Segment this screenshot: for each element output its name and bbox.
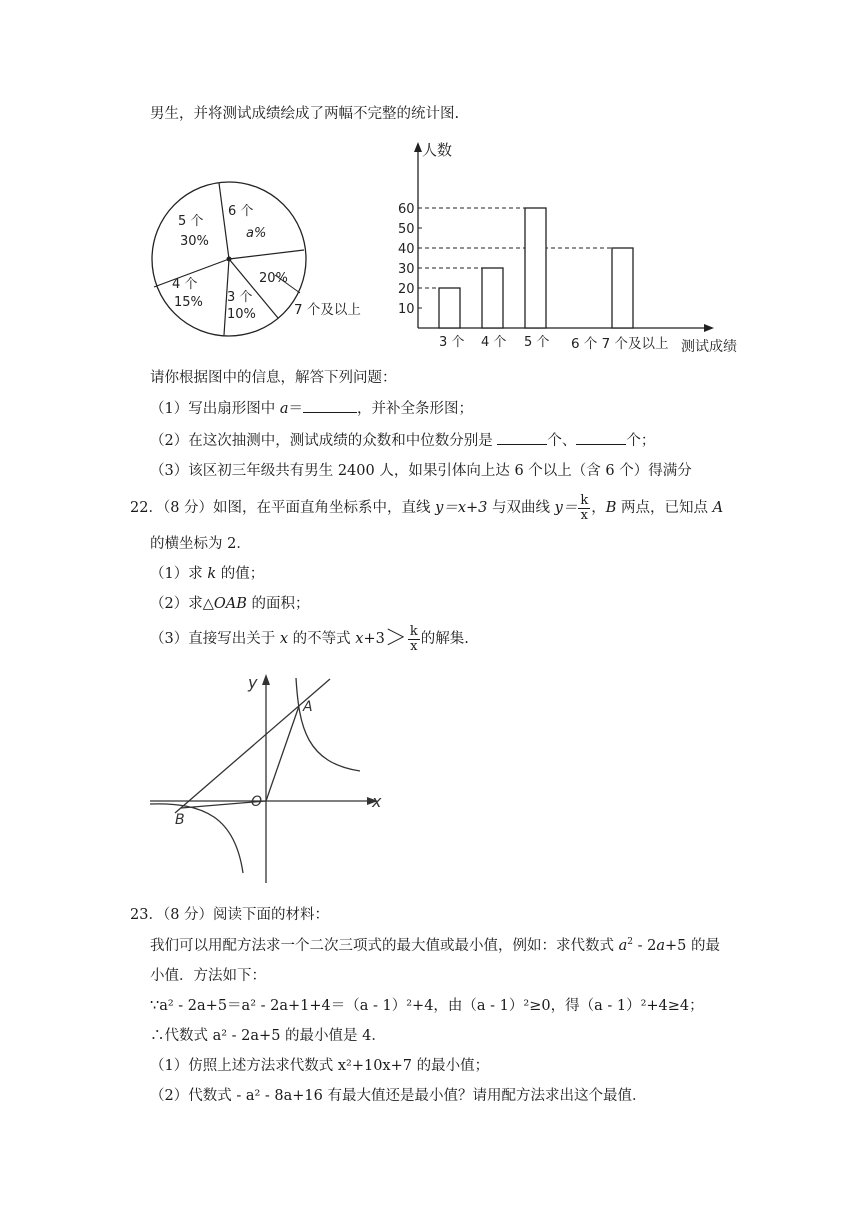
bar [482, 268, 503, 328]
x-axis-label: x [372, 792, 382, 811]
q22-part3: （3）直接写出关于 x 的不等式 x+3＞ $\frac{k}{x}$ 的解集. [150, 623, 469, 654]
q21-p2-end: 个； [626, 433, 656, 449]
x-tick-6-7: 6 个 7 个及以上 [571, 336, 669, 352]
pie-pct-6: a% [246, 226, 267, 241]
pie-pct-7: 20% [259, 271, 288, 286]
q21-part2 [150, 430, 655, 451]
q22-text-a: 22．（8 分）如图，在平面直角坐标系中，直线 [130, 500, 436, 516]
pie-pct-4: 15% [174, 295, 203, 310]
answer-blank[interactable] [497, 430, 547, 445]
y-tick-label: 40 [398, 242, 415, 257]
q21-part3: （3）该区初三年级共有男生 2400 人，如果引体向上达 6 个以上（含 6 个）得满分 [150, 463, 692, 479]
y-axis-title: 人数 [422, 141, 453, 159]
answer-blank[interactable] [576, 430, 626, 445]
y-tick-label: 20 [398, 282, 415, 297]
q23-material-4: ∴代数式 a² - 2a+5 的最小值是 4． [150, 1028, 386, 1044]
coordinate-graph [145, 668, 395, 888]
fraction-k-over-x: $\frac{k}{x}$ [580, 492, 589, 523]
q23-material-1: 我们可以用配方法求一个二次三项式的最大值或最小值，例如：求代数式 $a^2 - 2a+5$ 的最 [150, 937, 720, 954]
q22-stem-2: 的横坐标为 2． [150, 536, 251, 552]
pie-pct-5: 30% [180, 234, 209, 249]
pie-pct-3: 10% [227, 307, 256, 322]
q22-point-b: B [605, 500, 617, 516]
point-a-label: A [303, 699, 313, 715]
y-tick-label: 50 [398, 222, 415, 237]
y-tick-label: 30 [398, 262, 415, 277]
q23-part2: （2）代数式 - a² - 8a+16 有最大值还是最小值？请用配方法求出这个最值． [150, 1088, 647, 1104]
pie-label-4: 4 个 [172, 277, 198, 292]
pie-label-5: 5 个 [178, 214, 204, 229]
q22-point-a: A [712, 500, 724, 516]
q23-title: 23．（8 分）阅读下面的材料： [130, 907, 330, 923]
pie-chart [140, 175, 390, 345]
bar [439, 288, 460, 328]
q21-p1-eq: ＝ [288, 401, 303, 417]
bar [612, 248, 633, 328]
fraction-k-over-x: $\frac{k}{x}$ [409, 623, 418, 654]
q22-hyperbola-lhs: y＝ [554, 500, 578, 516]
pie-label-3: 3 个 [227, 290, 253, 305]
q21-p1-var: a [279, 401, 289, 417]
q22-part2: （2）求△OAB 的面积； [150, 596, 310, 612]
q21-p2-text: （2）在这次抽测中，测试成绩的众数和中位数分别是 [150, 433, 498, 449]
q22-line-eq: y＝x+3 [435, 500, 488, 516]
x-axis-title: 测试成绩 [681, 339, 737, 355]
q23-part1: （1）仿照上述方法求代数式 x²+10x+7 的最小值； [150, 1058, 490, 1074]
answer-blank[interactable] [303, 398, 357, 413]
q21-prompt: 请你根据图中的信息，解答下列问题： [150, 370, 397, 386]
q23-material-3: ∵a² - 2a+5＝a² - 2a+1+4＝（a - 1）²+4，由（a - 1）²≥0，得（a - 1）²+4≥4； [150, 998, 704, 1014]
q21-p1-rest: ，并补全条形图； [357, 401, 473, 417]
x-tick-5: 5 个 [524, 335, 550, 350]
y-tick-label: 10 [398, 302, 415, 317]
origin-label: O [251, 794, 263, 810]
intro-text: 男生，并将测试成绩绘成了两幅不完整的统计图. [150, 106, 460, 122]
q22-part1: （1）求 k 的值； [150, 566, 265, 582]
q22-stem: 22．（8 分）如图，在平面直角坐标系中，直线 y＝x+3 与双曲线 y＝ $\frac{k}{x}$ ，B 两点，已知点 A [130, 492, 724, 523]
x-tick-3: 3 个 [439, 335, 465, 350]
pie-label-6: 6 个 [228, 204, 254, 219]
greater-than-sign: ＞ [384, 626, 407, 651]
pie-label-7: 7 个及以上 [294, 302, 361, 318]
bar-chart [385, 138, 760, 358]
q23-material-2: 小值．方法如下： [150, 968, 266, 984]
q21-part1 [150, 398, 473, 419]
q22-text-b: 与双曲线 [487, 500, 555, 516]
point-b-label: B [175, 812, 185, 828]
bar [525, 208, 546, 328]
q21-p2-mid: 个、 [547, 433, 577, 449]
q21-p1-text: （1）写出扇形图中 [150, 401, 276, 417]
y-axis-label: y [248, 673, 258, 692]
y-tick-label: 60 [398, 202, 415, 217]
x-tick-4: 4 个 [481, 335, 507, 350]
